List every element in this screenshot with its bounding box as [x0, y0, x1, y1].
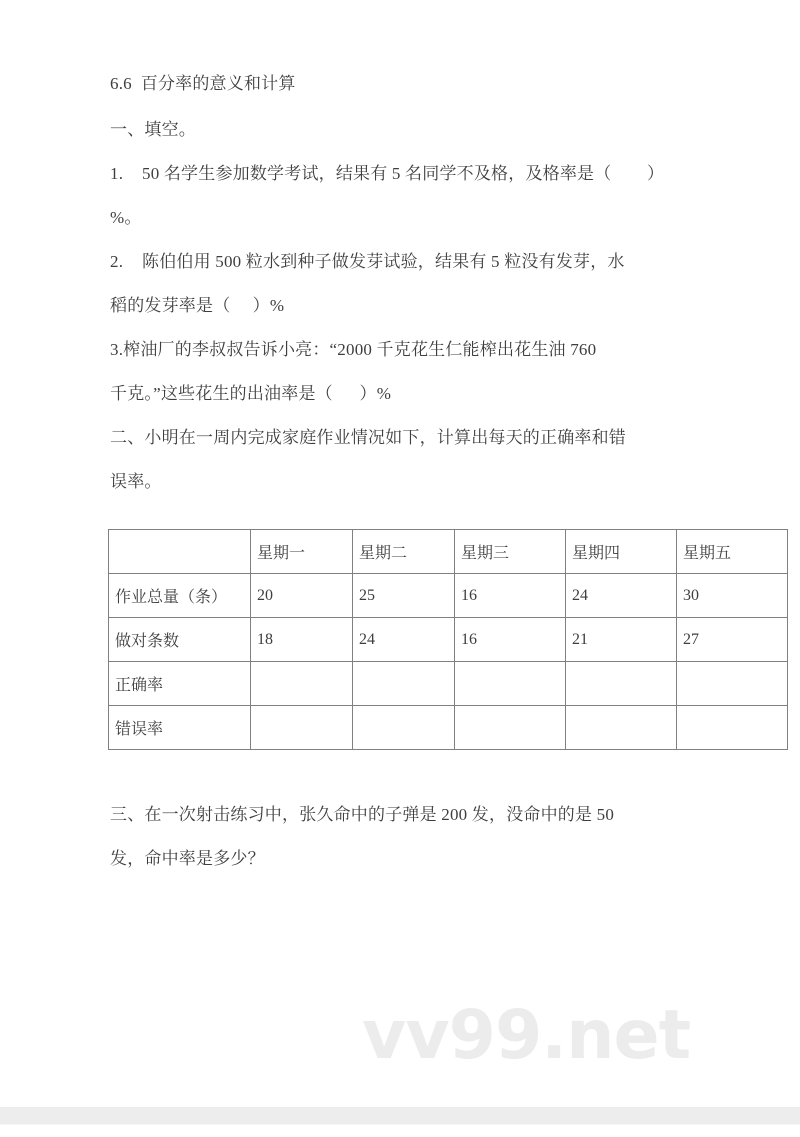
row-label-correct-count: 做对条数 [109, 618, 251, 662]
cell-accuracy-wednesday[interactable] [455, 662, 566, 706]
cell-total-monday: 20 [251, 574, 353, 618]
section-three-line-2: 发，命中率是多少？ [110, 849, 265, 868]
cell-error-thursday[interactable] [566, 706, 677, 750]
question-1 [110, 152, 710, 240]
row-label-total-assignments: 作业总量（条） [109, 574, 251, 618]
page-bottom-band [0, 1107, 800, 1124]
question-1-number: 1. [110, 164, 124, 183]
question-3-text-1: 榨油厂的李叔叔告诉小亮：“2000 千克花生仁能榨出花生油 760 [123, 340, 597, 359]
question-1-line-1 [110, 152, 710, 196]
question-2-text-1: 陈伯伯用 500 粒水到种子做发芽试验，结果有 5 粒没有发芽，水 [142, 252, 625, 271]
cell-correct-friday: 27 [677, 618, 788, 662]
question-2-line-1 [110, 240, 710, 284]
table-header-thursday: 星期四 [566, 530, 677, 574]
table-row [109, 574, 788, 618]
table-row [109, 706, 788, 750]
row-label-accuracy-rate: 正确率 [109, 662, 251, 706]
table-header-monday: 星期一 [251, 530, 353, 574]
table-header-row [109, 530, 788, 574]
cell-error-tuesday[interactable] [353, 706, 455, 750]
cell-error-monday[interactable] [251, 706, 353, 750]
question-2-line-2: 稻的发芽率是（ ）% [110, 296, 285, 315]
table-row [109, 662, 788, 706]
table-header-wednesday: 星期三 [455, 530, 566, 574]
cell-accuracy-monday[interactable] [251, 662, 353, 706]
cell-total-wednesday: 16 [455, 574, 566, 618]
question-3-line-1 [110, 328, 710, 372]
question-3-line-2: 千克。”这些花生的出油率是（ ）% [110, 384, 392, 403]
cell-total-thursday: 24 [566, 574, 677, 618]
question-2 [110, 240, 710, 328]
question-3-number: 3. [110, 340, 124, 359]
cell-total-friday: 30 [677, 574, 788, 618]
question-3 [110, 328, 710, 416]
site-watermark: vv99.net [362, 996, 691, 1075]
cell-correct-wednesday: 16 [455, 618, 566, 662]
row-label-error-rate: 错误率 [109, 706, 251, 750]
section-two-heading [110, 416, 710, 504]
section-two-heading-line-1: 二、小明在一周内完成家庭作业情况如下，计算出每天的正确率和错 [110, 428, 626, 447]
table-corner-cell [109, 530, 251, 574]
cell-correct-tuesday: 24 [353, 618, 455, 662]
section-two-heading-line-2: 误率。 [110, 472, 162, 491]
section-three [110, 793, 710, 881]
cell-accuracy-thursday[interactable] [566, 662, 677, 706]
page-bottom-edge [0, 1124, 800, 1125]
homework-table-wrapper [108, 529, 732, 750]
cell-error-friday[interactable] [677, 706, 788, 750]
section-one-heading: 一、填空。 [110, 120, 196, 139]
worksheet-title: 6.6 百分率的意义和计算 [110, 74, 296, 93]
table-header-friday: 星期五 [677, 530, 788, 574]
document-body [110, 62, 710, 504]
question-2-number: 2. [110, 252, 124, 271]
cell-correct-monday: 18 [251, 618, 353, 662]
table-header-tuesday: 星期二 [353, 530, 455, 574]
cell-error-wednesday[interactable] [455, 706, 566, 750]
question-1-line-2: %。 [110, 208, 142, 227]
question-1-text-1: 50 名学生参加数学考试，结果有 5 名同学不及格，及格率是（ ） [142, 164, 665, 183]
cell-accuracy-friday[interactable] [677, 662, 788, 706]
homework-table [108, 529, 788, 750]
section-three-line-1: 三、在一次射击练习中，张久命中的子弹是 200 发，没命中的是 50 [110, 805, 615, 824]
cell-correct-thursday: 21 [566, 618, 677, 662]
cell-total-tuesday: 25 [353, 574, 455, 618]
table-row [109, 618, 788, 662]
cell-accuracy-tuesday[interactable] [353, 662, 455, 706]
